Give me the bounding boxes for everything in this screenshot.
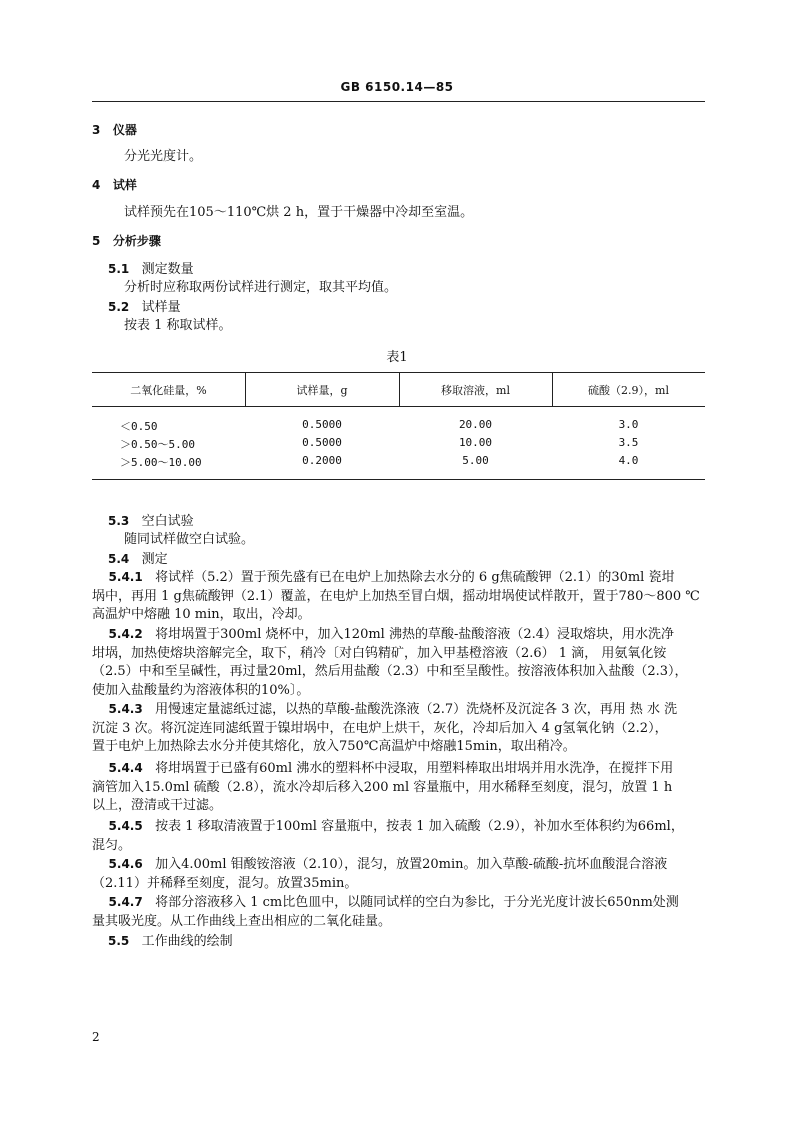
section-4-body: 试样预先在105～110℃烘 2 h，置于干燥器中冷却至室温。 <box>124 205 474 220</box>
paragraph-5-4-2: 5.4.2 将坩埚置于300ml 烧杯中，加入120ml 沸热的草酸-盐酸溶液（2.4）浸取熔块，用水洗净 坩埚，加热使熔块溶解完全，取下，稍冷〔对白钨精矿，加入甲基橙溶液（2.6） 1 滴， 用氨氧化铵 （2.5）中和至呈碱性，再过量20ml，然后用盐酸（2.3）中和至呈酸性。按溶液体积加入盐酸（2.3）， 使加入盐酸量约为溶液体积的10%〕。 <box>92 627 688 698</box>
paragraph-5-4-3: 5.4.3 用慢速定量滤纸过滤，以热的草酸-盐酸洗涤液（2.7）洗烧杯及沉淀各 3 次，再用 热 水 洗 沉淀 3 次。将沉淀连同滤纸置于镍坩埚中，在电炉上烘干，灰化，冷却后加入 4 g氢氧化钠（2.2）， 置于电炉上加热除去水分并使其熔化，放入750℃高温炉中熔融15min，取出稍冷。 <box>92 702 678 754</box>
table-caption: 表1 <box>386 350 408 365</box>
table-cell: 0.5000 <box>302 436 342 449</box>
table-header-cell: 硫酸（2.9），ml <box>588 384 669 397</box>
table-cell: 20.00 <box>458 418 493 431</box>
paragraph-5-4-5: 5.4.5 按表 1 移取清液置于100ml 容量瓶中，按表 1 加入硫酸（2.9），补加水至体积约为66ml， 混匀。 <box>92 819 684 853</box>
section-5-1-body: 分析时应称取两份试样进行测定，取其平均值。 <box>124 280 398 295</box>
table-cell: 3.0 <box>618 418 639 431</box>
section-5-2-heading: 5.2 试样量 <box>108 300 181 315</box>
paragraph-5-4-4: 5.4.4 将坩埚置于已盛有60ml 沸水的塑料杯中浸取，用塑料棒取出坩埚并用水洗净，在搅拌下用 滴管加入15.0ml 硫酸（2.8），流水冷却后移入200 ml 容量瓶中，用水稀释至刻度，混匀，放置 1 h 以上，澄清或干过滤。 <box>92 761 674 813</box>
section-3-heading: 3 仪器 <box>92 123 137 137</box>
section-5-1-heading: 5.1 测定数量 <box>108 262 194 277</box>
section-4-heading: 4 试样 <box>92 178 137 192</box>
table-cell: 0.5000 <box>302 418 342 431</box>
section-5-3-heading: 5.3 空白试验 <box>108 514 194 529</box>
paragraph-5-4-6: 5.4.6 加入4.00ml 钼酸铵溶液（2.10），混匀，放置20min。加入草酸-硫酸-抗坏血酸混合溶液 （2.11）并稀释至刻度，混匀。放置35min。 <box>92 857 668 891</box>
table-cell: ＞5.00～10.00 <box>120 456 202 469</box>
paragraph-5-4-1: 5.4.1 将试样（5.2）置于预先盛有已在电炉上加热除去水分的 6 g焦硫酸钾（2.1）的30ml 瓷坩 埚中，再用 1 g焦硫酸钾（2.1）覆盖，在电炉上加热至冒白烟，摇动坩埚使试样散开，置于780～800 ℃ 高温炉中熔融 10 min，取出，冷却。 <box>92 570 700 622</box>
page-number: 2 <box>92 1030 100 1044</box>
table-cell: 4.0 <box>618 454 639 467</box>
table-cell: 10.00 <box>458 436 493 449</box>
section-5-5-heading: 5.5 工作曲线的绘制 <box>108 934 233 949</box>
section-5-3-body: 随同试样做空白试验。 <box>124 532 255 547</box>
document-header: GB 6150.14—85 <box>340 80 454 94</box>
section-3-body: 分光光度计。 <box>124 149 203 164</box>
paragraph-5-4-7: 5.4.7 将部分溶液移入 1 cm比色皿中，以随同试样的空白为参比，于分光光度计波长650nm处测 量其吸光度。从工作曲线上查出相应的二氧化硅量。 <box>92 895 679 929</box>
section-5-2-body: 按表 1 称取试样。 <box>124 318 232 333</box>
table-header-cell: 移取溶液，ml <box>441 384 510 397</box>
table-cell: 0.2000 <box>302 454 342 467</box>
header-rule <box>92 101 705 102</box>
table-bottom-rule <box>92 479 705 480</box>
table-header-cell: 二氧化硅量，% <box>130 384 207 397</box>
data-table <box>92 372 705 480</box>
table-cell: 3.5 <box>618 436 639 449</box>
section-5-heading: 5 分析步骤 <box>92 234 161 248</box>
table-header-cell: 试样量，g <box>296 384 348 397</box>
table-cell: ＞0.50～5.00 <box>120 438 195 451</box>
table-cell: ＜0.50 <box>120 420 158 433</box>
section-5-4-heading: 5.4 测定 <box>108 552 168 567</box>
table-cell: 5.00 <box>462 454 489 467</box>
